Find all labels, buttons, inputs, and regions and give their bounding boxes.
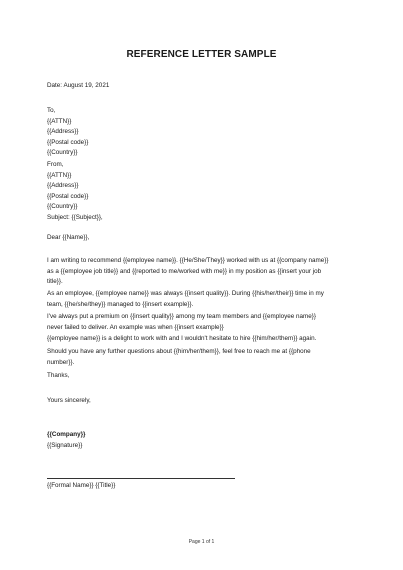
body-paragraph-2 — [47, 289, 367, 310]
sender-address — [47, 160, 88, 213]
salutation-text: Dear {{Name}}, — [47, 234, 90, 241]
paragraph-line: as a {{employee job title}} and {{reported to me/worked with me}} in my position as {{insert your job — [47, 267, 322, 275]
body-paragraph-5 — [47, 347, 367, 368]
company-name: {{Company}} — [47, 431, 86, 438]
body-paragraph-1 — [47, 256, 367, 288]
to-country: {{Country}} — [47, 149, 78, 156]
signature-block — [47, 430, 86, 451]
closing — [47, 396, 91, 407]
recipient-address — [47, 106, 88, 159]
date-line — [47, 81, 109, 92]
from-attn: {{ATTN}} — [47, 171, 72, 179]
date-text: Date: August 19, 2021 — [47, 82, 110, 89]
closing-text: Yours sincerely, — [47, 397, 91, 404]
document-title: REFERENCE LETTER SAMPLE — [126, 49, 277, 60]
from-country: {{Country}} — [47, 203, 78, 210]
paragraph-line: team, {{he/she/they}} managed to {{insert example}}. — [47, 300, 194, 308]
signature-placeholder: {{Signature}} — [47, 441, 83, 449]
paragraph-line: As an employee, {{employee name}} was always {{insert quality}}. During {{his/her/their}} time in my — [47, 290, 324, 297]
thanks-line — [47, 371, 367, 382]
paragraph-line: title}}. — [47, 278, 63, 285]
from-postal-code: {{Postal code}} — [47, 192, 89, 200]
subject-line — [47, 213, 103, 224]
body-paragraph-3 — [47, 312, 367, 333]
to-address: {{Address}} — [47, 128, 79, 135]
paragraph-line: {{employee name}} is a delight to work with and I wouldn't hesitate to hire {{him/her/them}} again. — [47, 335, 317, 342]
page-number: Page 1 of 1 — [188, 539, 215, 545]
formal-name-text: {{Formal Name}} {{Title}} — [47, 482, 116, 489]
formal-name — [47, 481, 115, 492]
to-label: To, — [47, 107, 56, 114]
to-attn: {{ATTN}} — [47, 117, 72, 125]
paragraph-line: I am writing to recommend {{employee name}}. {{He/She/They}} worked with us at {{company name}} — [47, 257, 329, 264]
thanks-text: Thanks, — [47, 372, 70, 379]
signature-divider — [47, 478, 235, 479]
to-postal-code: {{Postal code}} — [47, 138, 89, 146]
salutation — [47, 233, 89, 244]
body-paragraph-4 — [47, 334, 367, 345]
subject-text: Subject: {{Subject}}, — [47, 214, 103, 221]
paragraph-line: Should you have any further questions about {{him/her/them}}, feel free to reach me at {{phone — [47, 348, 311, 355]
paragraph-line: never failed to deliver. An example was when {{insert example}} — [47, 323, 224, 331]
from-address: {{Address}} — [47, 182, 79, 189]
paragraph-line: I've always put a premium on {{insert quality}} among my team members and {{employee name}} — [47, 313, 316, 320]
from-label: From, — [47, 161, 64, 168]
paragraph-line: number}}. — [47, 358, 75, 366]
